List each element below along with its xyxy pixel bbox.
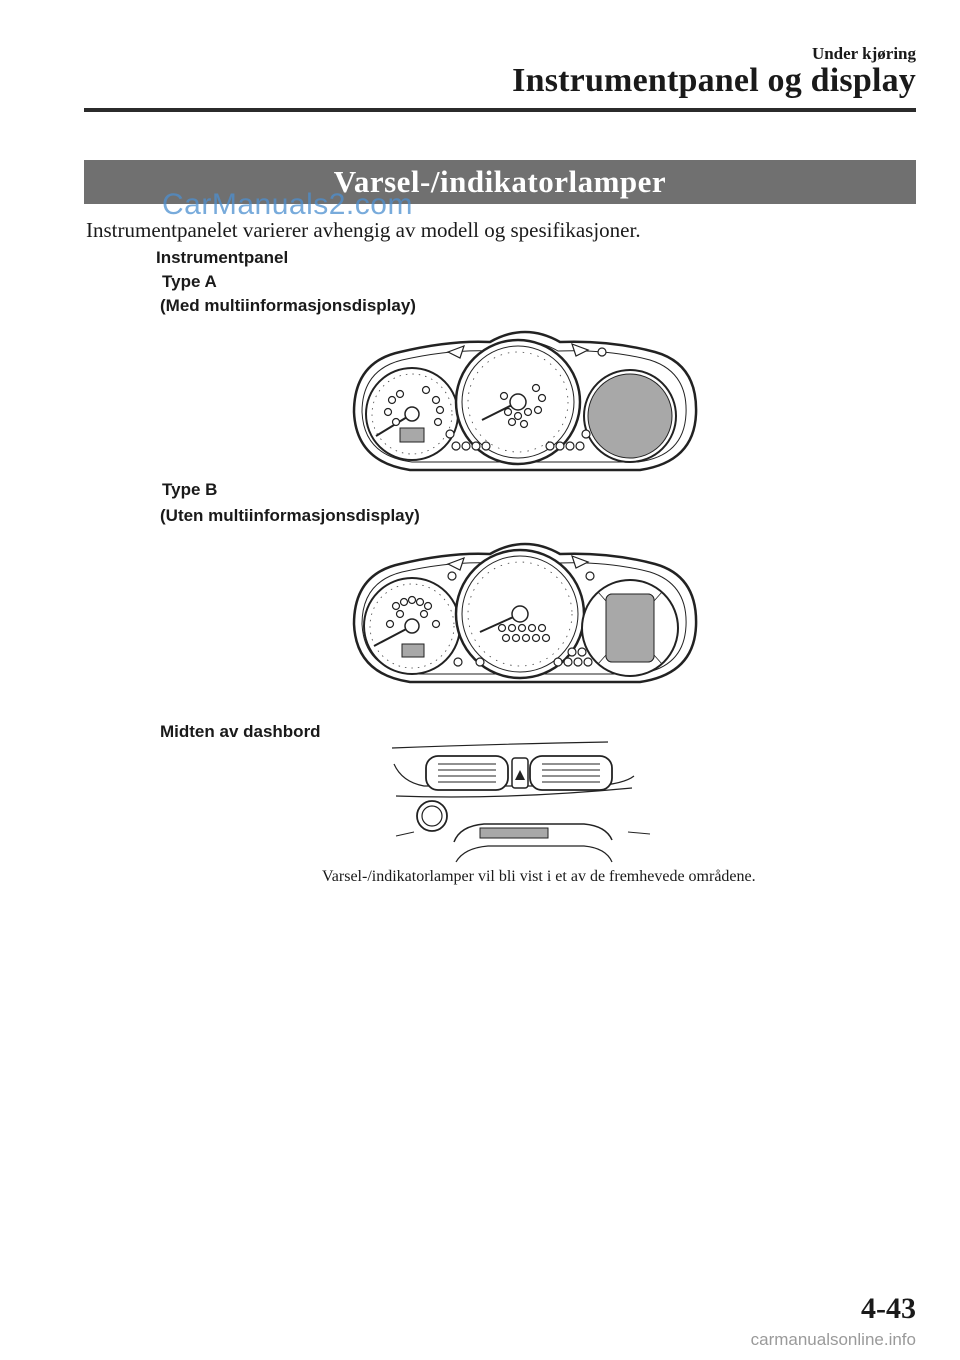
page-number: 4-43 bbox=[861, 1292, 916, 1325]
label-type-a: Type A bbox=[162, 272, 217, 291]
watermark-bottom: carmanualsonline.info bbox=[750, 1330, 916, 1349]
instrument-cluster-type-a bbox=[340, 322, 710, 480]
label-type-b: Type B bbox=[162, 480, 218, 499]
label-center-dashboard: Midten av dashbord bbox=[160, 722, 321, 741]
header-subtitle: Under kjøring bbox=[811, 44, 916, 63]
watermark-top: CarManuals2.com bbox=[162, 188, 413, 221]
label-type-a-note: (Med multiinformasjonsdisplay) bbox=[160, 296, 416, 315]
instrument-cluster-type-b bbox=[340, 532, 710, 692]
intro-text: Instrumentpanelet varierer avhengig av modell og spesifikasjoner. bbox=[86, 218, 641, 242]
center-dashboard-figure bbox=[384, 736, 664, 864]
header-rule bbox=[84, 108, 916, 112]
label-instrumentpanel: Instrumentpanel bbox=[156, 248, 289, 267]
figure-caption: Varsel-/indikatorlamper vil bli vist i et av de fremhevede områdene. bbox=[322, 868, 756, 885]
label-type-b-note: (Uten multiinformasjonsdisplay) bbox=[160, 506, 420, 525]
header-title: Instrumentpanel og display bbox=[512, 62, 916, 99]
section-title-bar: Varsel-/indikatorlamper bbox=[84, 160, 916, 204]
